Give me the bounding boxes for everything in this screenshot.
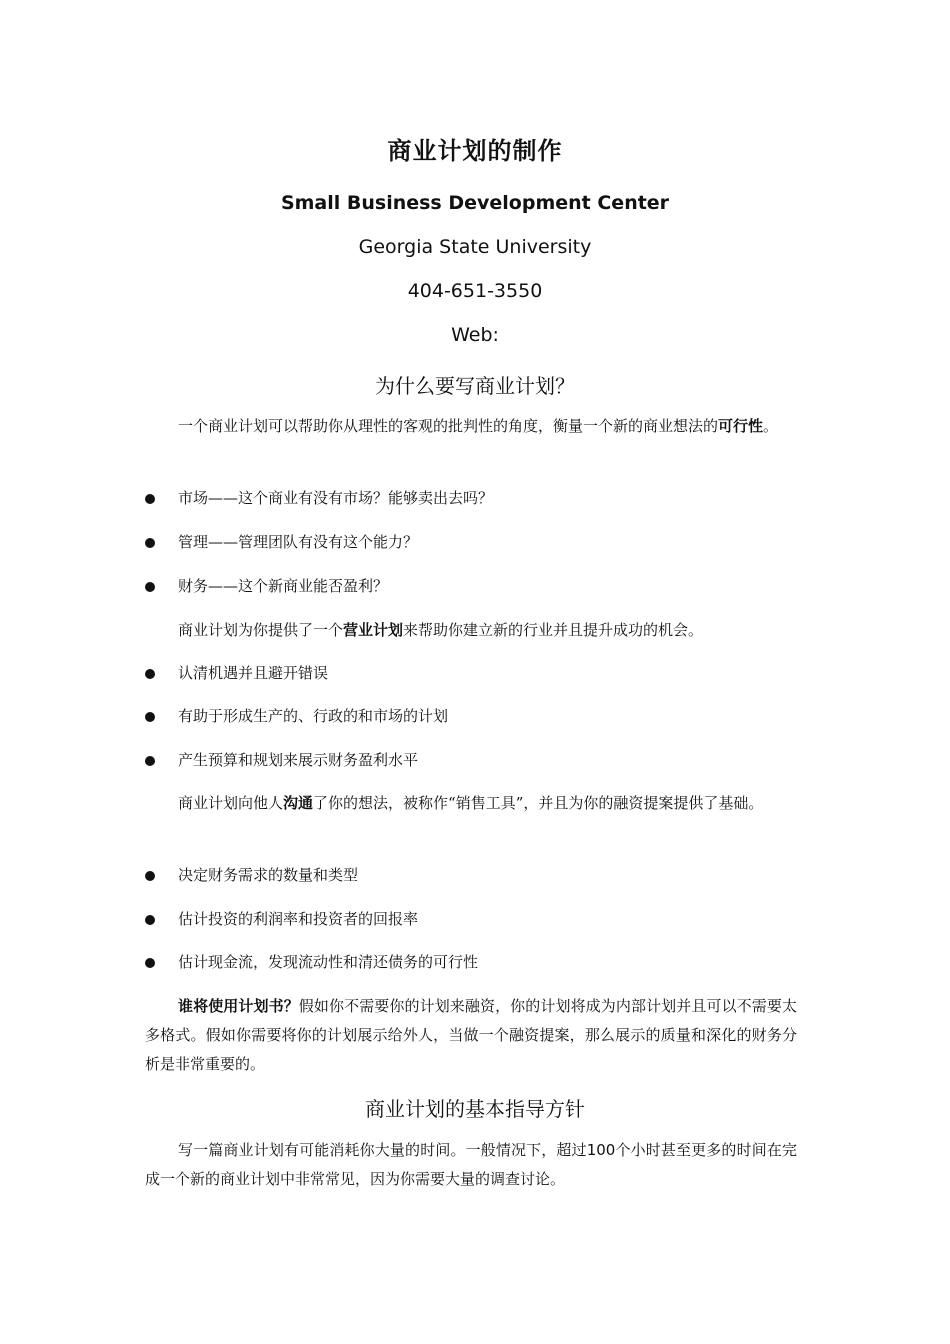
paragraph-text: 商业计划为你提供了一个 <box>178 621 344 639</box>
list-item-text: 决定财务需求的数量和类型 <box>178 866 359 884</box>
list-item-text: 认清机遇并且避开错误 <box>178 664 329 682</box>
list-item-text: 估计投资的利润率和投资者的回报率 <box>178 910 419 928</box>
document-title: 商业计划的制作 <box>387 137 563 165</box>
paragraph-business-plan <box>145 616 797 645</box>
bullet-icon <box>145 958 155 968</box>
section-heading-guidelines: 商业计划的基本指导方针 <box>365 1097 585 1121</box>
paragraph-text: 个小时甚至更多的时间在完成一个新的商业计划中非常常见，因为你需要大量的调查讨论。 <box>145 1141 797 1188</box>
bullet-icon <box>145 756 155 766</box>
paragraph-text: 假如你不需要你的计划来融资，你的计划将成为内部计划并且可以不需要太多格式。假如你需要将你的计划展示给外人，当做一个融资提案，那么展示的质量和深化的财务分析是非常重要的。 <box>145 997 797 1073</box>
list-item-text: 市场——这个商业有没有市场？能够卖出去吗？ <box>178 489 494 507</box>
list-item <box>145 528 797 557</box>
list-item <box>145 572 797 601</box>
web-label: Web: <box>451 324 499 346</box>
bullet-icon <box>145 582 155 592</box>
paragraph-text: 商业计划向他人 <box>178 794 284 812</box>
paragraph-text: 了你的想法，被称作“销售工具”，并且为你的融资提案提供了基础。 <box>313 794 764 812</box>
paragraph-text: 一个商业计划可以帮助你从理性的客观的批判性的角度，衡量一个新的商业想法的 <box>178 417 719 435</box>
bold-term: 沟通 <box>283 794 314 812</box>
list-item <box>145 746 797 775</box>
paragraph-text: 来帮助你建立新的行业并且提升成功的机会。 <box>403 621 704 639</box>
paragraph-who-uses <box>145 992 797 1079</box>
list-item <box>145 948 797 977</box>
bullet-icon <box>145 871 155 881</box>
hours-number: 100 <box>586 1141 616 1159</box>
paragraph-time <box>145 1136 797 1194</box>
list-item <box>145 702 797 731</box>
bullet-icon <box>145 712 155 722</box>
bullet-icon <box>145 538 155 548</box>
section-heading-why: 为什么要写商业计划？ <box>375 374 575 398</box>
list-item <box>145 484 797 513</box>
bold-term: 营业计划 <box>343 621 404 639</box>
university-name: Georgia State University <box>358 236 592 258</box>
organization-name: Small Business Development Center <box>280 192 670 214</box>
list-item-text: 管理——管理团队有没有这个能力？ <box>178 533 419 551</box>
list-item <box>145 861 797 890</box>
bold-term: 谁将使用计划书？ <box>178 997 299 1015</box>
paragraph-text: 。 <box>763 417 779 435</box>
paragraph-feasibility <box>145 412 797 441</box>
list-item <box>145 659 797 688</box>
phone-number: 404-651-3550 <box>407 280 543 302</box>
list-item-text: 有助于形成生产的、行政的和市场的计划 <box>178 707 449 725</box>
list-item-text: 估计现金流，发现流动性和清还债务的可行性 <box>178 953 479 971</box>
list-item-text: 财务——这个新商业能否盈利？ <box>178 577 389 595</box>
bold-term: 可行性 <box>718 417 764 435</box>
bullet-icon <box>145 915 155 925</box>
paragraph-text: 写一篇商业计划有可能消耗你大量的时间。一般情况下，超过 <box>178 1141 587 1159</box>
list-item-text: 产生预算和规划来展示财务盈利水平 <box>178 751 419 769</box>
bullet-icon <box>145 669 155 679</box>
bullet-icon <box>145 494 155 504</box>
paragraph-communicate <box>145 789 797 818</box>
list-item <box>145 905 797 934</box>
